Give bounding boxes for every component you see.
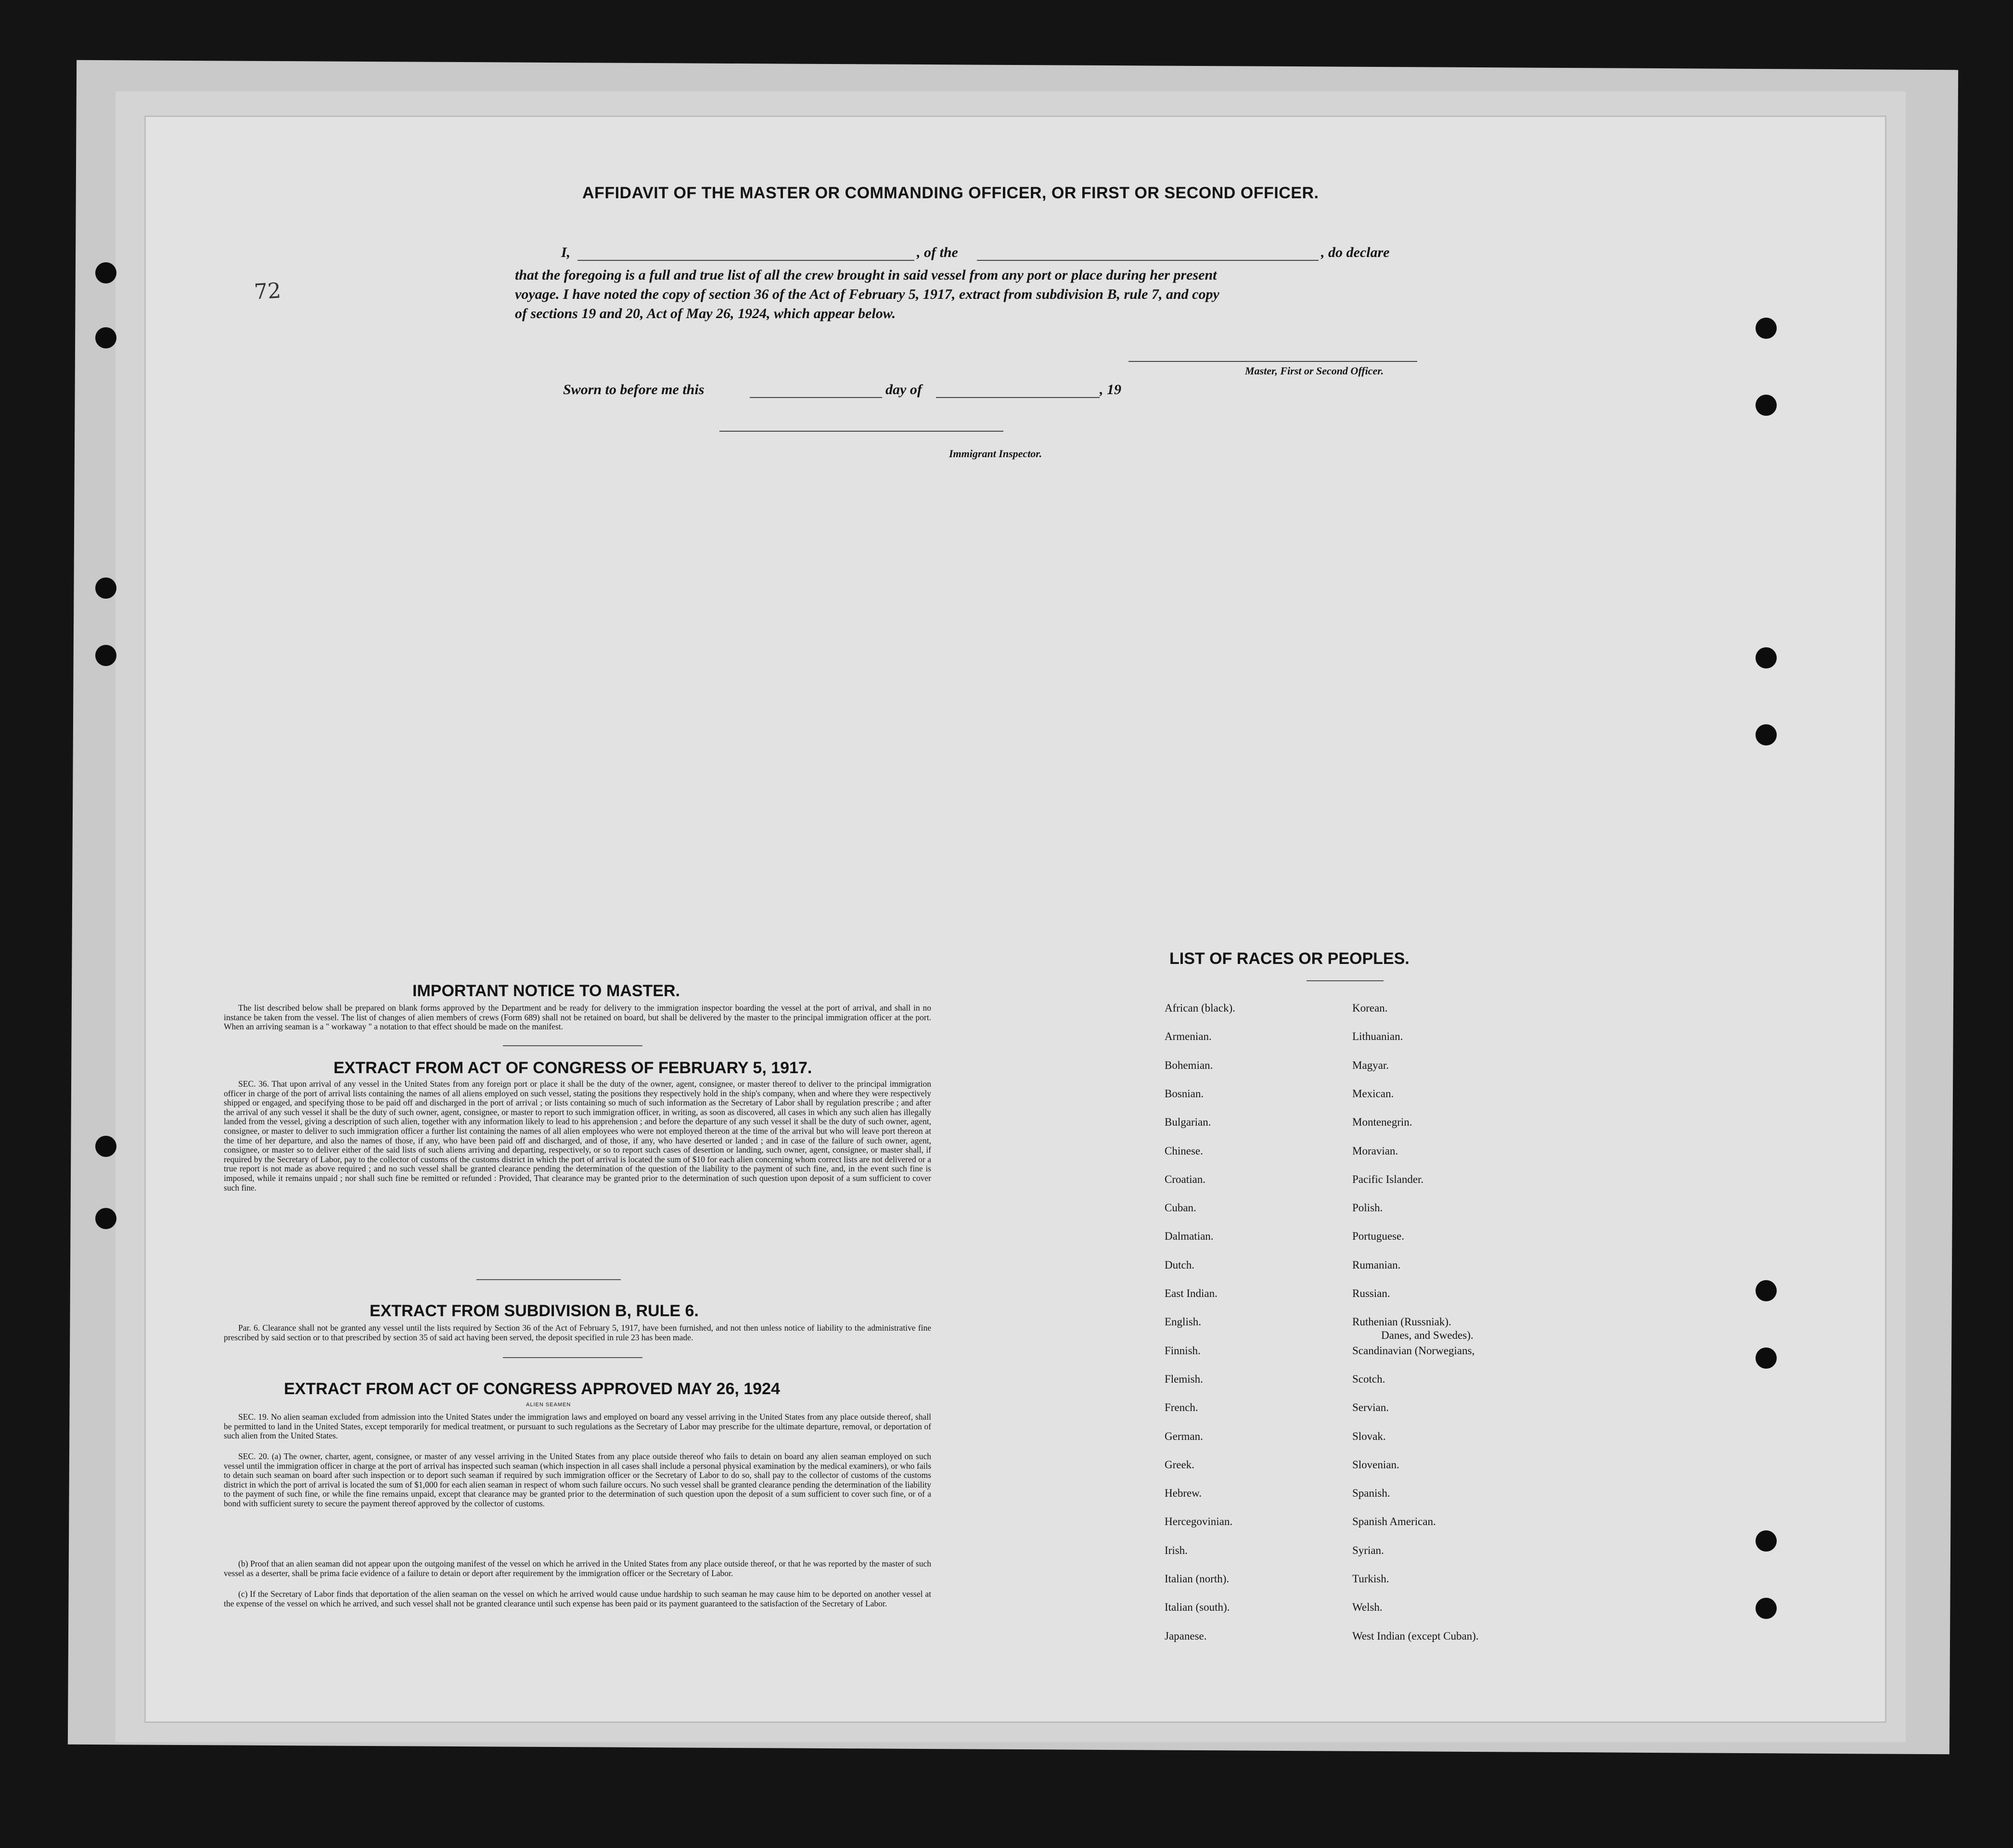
- race-item: Scandinavian (Norwegians,: [1352, 1344, 1475, 1357]
- notice-title: IMPORTANT NOTICE TO MASTER.: [412, 982, 680, 1000]
- race-item: Polish.: [1352, 1202, 1383, 1214]
- race-item: Armenian.: [1165, 1030, 1212, 1043]
- binder-hole: [95, 645, 116, 666]
- affidavit-line-4: of sections 19 and 20, Act of May 26, 1924, which appear below.: [515, 306, 896, 321]
- race-item: Magyar.: [1352, 1059, 1389, 1071]
- race-item: Russian.: [1352, 1287, 1390, 1299]
- race-item: Spanish American.: [1352, 1515, 1436, 1528]
- race-item: Korean.: [1352, 1002, 1388, 1014]
- race-item: Servian.: [1352, 1401, 1389, 1414]
- race-item: Slovenian.: [1352, 1458, 1399, 1471]
- race-item: Welsh.: [1352, 1601, 1383, 1614]
- binder-hole: [95, 262, 116, 283]
- race-item: Chinese.: [1165, 1144, 1203, 1157]
- race-item: French.: [1165, 1401, 1198, 1414]
- race-item: Italian (north).: [1165, 1573, 1230, 1585]
- notice-text: The list described below shall be prepared on blank forms approved by the Department and be ready for delivery to the immigration inspector boarding the vessel at the port of arrival, and shall in no instance be taken from the vessel. The list of changes of alien members of crews (Form 689) shall not be retained on board, but shall be delivered by the master to the principal immigration officer at the port. When an arriving seaman is a " workaway " a notation to that effect should be made on the manifest.: [224, 1003, 931, 1032]
- extract-1924-subtitle: ALIEN SEAMEN: [526, 1402, 571, 1408]
- divider: [476, 1279, 621, 1280]
- binder-hole: [1756, 318, 1777, 339]
- race-item: Bulgarian.: [1165, 1116, 1211, 1129]
- affidavit-of-the: , of the: [917, 244, 958, 260]
- race-item: Danes, and Swedes).: [1381, 1329, 1474, 1342]
- binder-hole: [1756, 1598, 1777, 1619]
- race-item: Italian (south).: [1165, 1601, 1230, 1614]
- race-item: Pacific Islander.: [1352, 1173, 1424, 1185]
- race-item: East Indian.: [1165, 1287, 1218, 1299]
- master-caption: Master, First or Second Officer.: [1245, 365, 1384, 377]
- affidavit-title: AFFIDAVIT OF THE MASTER OR COMMANDING OFFICER, OR FIRST OR SECOND OFFICER.: [582, 184, 1319, 202]
- race-item: African (black).: [1165, 1002, 1235, 1014]
- binder-hole: [95, 1208, 116, 1229]
- binder-hole: [1756, 1348, 1777, 1369]
- inspector-caption: Immigrant Inspector.: [949, 448, 1042, 460]
- race-item: Dutch.: [1165, 1258, 1194, 1271]
- sworn-day-of: day of: [885, 382, 922, 398]
- extract-1924-sec19: SEC. 19. No alien seaman excluded from admission into the United States under the immigration laws and employed on board any vessel arriving in the United States from any place outside thereof, shall be permitted to land in the United States, except temporarily for medical treatment, or pursuant to such regulations as the Secretary of Labor may prescribe for the ultimate departure, removal, or deportation of such alien from the United States.: [224, 1412, 931, 1441]
- race-item: Irish.: [1165, 1544, 1188, 1556]
- race-item: Bosnian.: [1165, 1087, 1204, 1100]
- sworn-before: Sworn to before me this: [563, 382, 705, 398]
- race-item: Greek.: [1165, 1458, 1194, 1471]
- race-item: Lithuanian.: [1352, 1030, 1403, 1043]
- race-item: Hercegovinian.: [1165, 1515, 1233, 1528]
- extract-1917-text: SEC. 36. That upon arrival of any vessel in the United States from any foreign port or place it shall be the duty of the owner, agent, consignee, or master thereof to deliver to the principal immigration officer in charge of the port of arrival lists containing the names of all aliens employed on such vessel, stating the positions they respectively hold in the ship's company, when and where they were respectively shipped or engaged, and specifying those to be paid off and discharged in the port of arrival ; or lists containing so much of such information as the Secretary of Labor shall by regulation prescribe ; and after the arrival of any such vessel it shall be the duty of such owner, agent, consignee, or master to report to such immigration officer, in writing, as soon as discovered, all cases in which any such alien has illegally landed from the vessel, giving a description of such alien, together with any information likely to lead to his apprehension ; and before the departure of any such vessel it shall be the duty of such owner, agent, consignee, or master to deliver to such immigration officer a further list containing the names of all alien employees who were not employed thereon at the time of the arrival but who will leave port thereon at the time of her departure, and also the names of those, if any, who have been paid off and discharged, and of those, if any, who have deserted or landed ; and in case of the failure of such owner, agent, consignee, or master so to deliver either of the said lists of such aliens arriving and departing, respectively, or so to report such cases of desertion or landing, such owner, agent, consignee, or master shall, if required by the Secretary of Labor, pay to the collector of customs of the customs district in which the port of arrival is located the sum of $10 for each alien concerning whom correct lists are not delivered or a true report is not made as above required ; and no such vessel shall be granted clearance pending the determination of the question of the liability to the payment of such fine, and, in the event such fine is imposed, while it remains unpaid ; nor shall such fine be remitted or refunded : Provided, That clearance may be granted prior to the determination of such question upon deposit of a sum sufficient to cover such fine.: [224, 1079, 931, 1193]
- race-item: West Indian (except Cuban).: [1352, 1630, 1479, 1642]
- race-item: Cuban.: [1165, 1202, 1196, 1214]
- race-item: Spanish.: [1352, 1487, 1390, 1500]
- master-signature-blank: [1128, 361, 1417, 362]
- race-item: Finnish.: [1165, 1344, 1201, 1357]
- race-item: Dalmatian.: [1165, 1230, 1214, 1243]
- binder-hole: [95, 578, 116, 599]
- race-item: Scotch.: [1352, 1373, 1385, 1385]
- race-item: Mexican.: [1352, 1087, 1394, 1100]
- race-item: Bohemian.: [1165, 1059, 1213, 1071]
- extract-1924-sec20b: (b) Proof that an alien seaman did not appear upon the outgoing manifest of the vessel on which he arrived in the United States from any place outside thereof, or that he was reported by the master of such vessel as a deserter, shall be prima facie evidence of a failure to detain or deport after requirement by the immigration officer or the Secretary of Labor.: [224, 1559, 931, 1578]
- extract-rule6-title: EXTRACT FROM SUBDIVISION B, RULE 6.: [370, 1302, 699, 1320]
- extract-1917-title: EXTRACT FROM ACT OF CONGRESS OF FEBRUARY 5, 1917.: [333, 1059, 812, 1077]
- race-item: Rumanian.: [1352, 1258, 1401, 1271]
- affidavit-line-3: voyage. I have noted the copy of section 36 of the Act of February 5, 1917, extract from subdivision B, rule 7, and copy: [515, 286, 1219, 302]
- binder-hole: [1756, 647, 1777, 668]
- extract-1924-sec20a: SEC. 20. (a) The owner, charter, agent, consignee, or master of any vessel arriving in the United States from any place outside thereof who fails to detain on board any alien seaman employed on such vessel until the immigration officer in charge at the port of arrival has inspected such seaman (which inspection in all cases shall include a personal physical examination by the medical examiners), or who fails to detain such seaman on board after such inspection or to deport such seaman if required by such immigration officer or the Secretary of Labor to do so, shall pay to the collector of customs of the customs district in which the port of arrival is located the sum of $1,000 for each alien seaman in respect of whom such failure occurs. No such vessel shall be granted clearance pending the determination of the liability to the payment of such fine, or while the fine remains unpaid, except that clearance may be granted prior to the determination of such question upon the deposit of a sum sufficient to cover such fine, or of a bond with sufficient surety to secure the payment thereof approved by the collector of customs.: [224, 1451, 931, 1508]
- divider: [503, 1357, 642, 1358]
- race-item: Slovak.: [1352, 1430, 1386, 1442]
- vessel-blank: [977, 260, 1319, 261]
- race-item: German.: [1165, 1430, 1203, 1442]
- sworn-year: , 19: [1100, 382, 1121, 398]
- race-item: English.: [1165, 1316, 1202, 1328]
- divider: [1307, 980, 1384, 981]
- binder-hole: [1756, 1280, 1777, 1301]
- race-item: Syrian.: [1352, 1544, 1384, 1556]
- handwritten-margin-number: 72: [253, 278, 282, 305]
- race-item: Croatian.: [1165, 1173, 1205, 1185]
- inspector-signature-blank: [719, 431, 1003, 432]
- name-blank: [577, 260, 914, 261]
- race-item: Ruthenian (Russniak).: [1352, 1316, 1451, 1328]
- sworn-day-blank: [750, 397, 882, 398]
- race-item: Moravian.: [1352, 1144, 1398, 1157]
- extract-1924-title: EXTRACT FROM ACT OF CONGRESS APPROVED MAY 26, 1924: [284, 1380, 780, 1398]
- affidavit-line-2: that the foregoing is a full and true list of all the crew brought in said vessel from any port or place during her present: [515, 267, 1217, 283]
- race-item: Japanese.: [1165, 1630, 1207, 1642]
- binder-hole: [95, 1136, 116, 1157]
- race-item: Portuguese.: [1352, 1230, 1404, 1243]
- extract-rule6-text: Par. 6. Clearance shall not be granted any vessel until the lists required by Section 36 of the Act of February 5, 1917, have been furnished, and not then unless notice of liability to the administrative fine prescribed by said section or to that prescribed by section 35 of said act having been served, the deposit specified in rule 23 has been made.: [224, 1323, 931, 1342]
- extract-1924-sec20c: (c) If the Secretary of Labor finds that deportation of the alien seaman on the vessel on which he arrived would cause undue hardship to such seaman he may cause him to be deported on another vessel at the expense of the vessel on which he arrived, and such vessel shall not be granted clearance until such expense has been paid or its payment guaranteed to the satisfaction of the Secretary of Labor.: [224, 1589, 931, 1608]
- binder-hole: [1756, 724, 1777, 745]
- binder-hole: [95, 327, 116, 348]
- race-item: Turkish.: [1352, 1573, 1389, 1585]
- races-title: LIST OF RACES OR PEOPLES.: [1169, 950, 1410, 968]
- race-item: Flemish.: [1165, 1373, 1203, 1385]
- affidavit-i: I,: [561, 244, 571, 260]
- binder-hole: [1756, 395, 1777, 416]
- divider: [503, 1045, 642, 1046]
- affidavit-do-declare: , do declare: [1321, 244, 1390, 260]
- race-item: Hebrew.: [1165, 1487, 1202, 1500]
- binder-hole: [1756, 1530, 1777, 1552]
- manifest-page: [144, 116, 1886, 1723]
- race-item: Montenegrin.: [1352, 1116, 1412, 1129]
- sworn-month-blank: [936, 397, 1100, 398]
